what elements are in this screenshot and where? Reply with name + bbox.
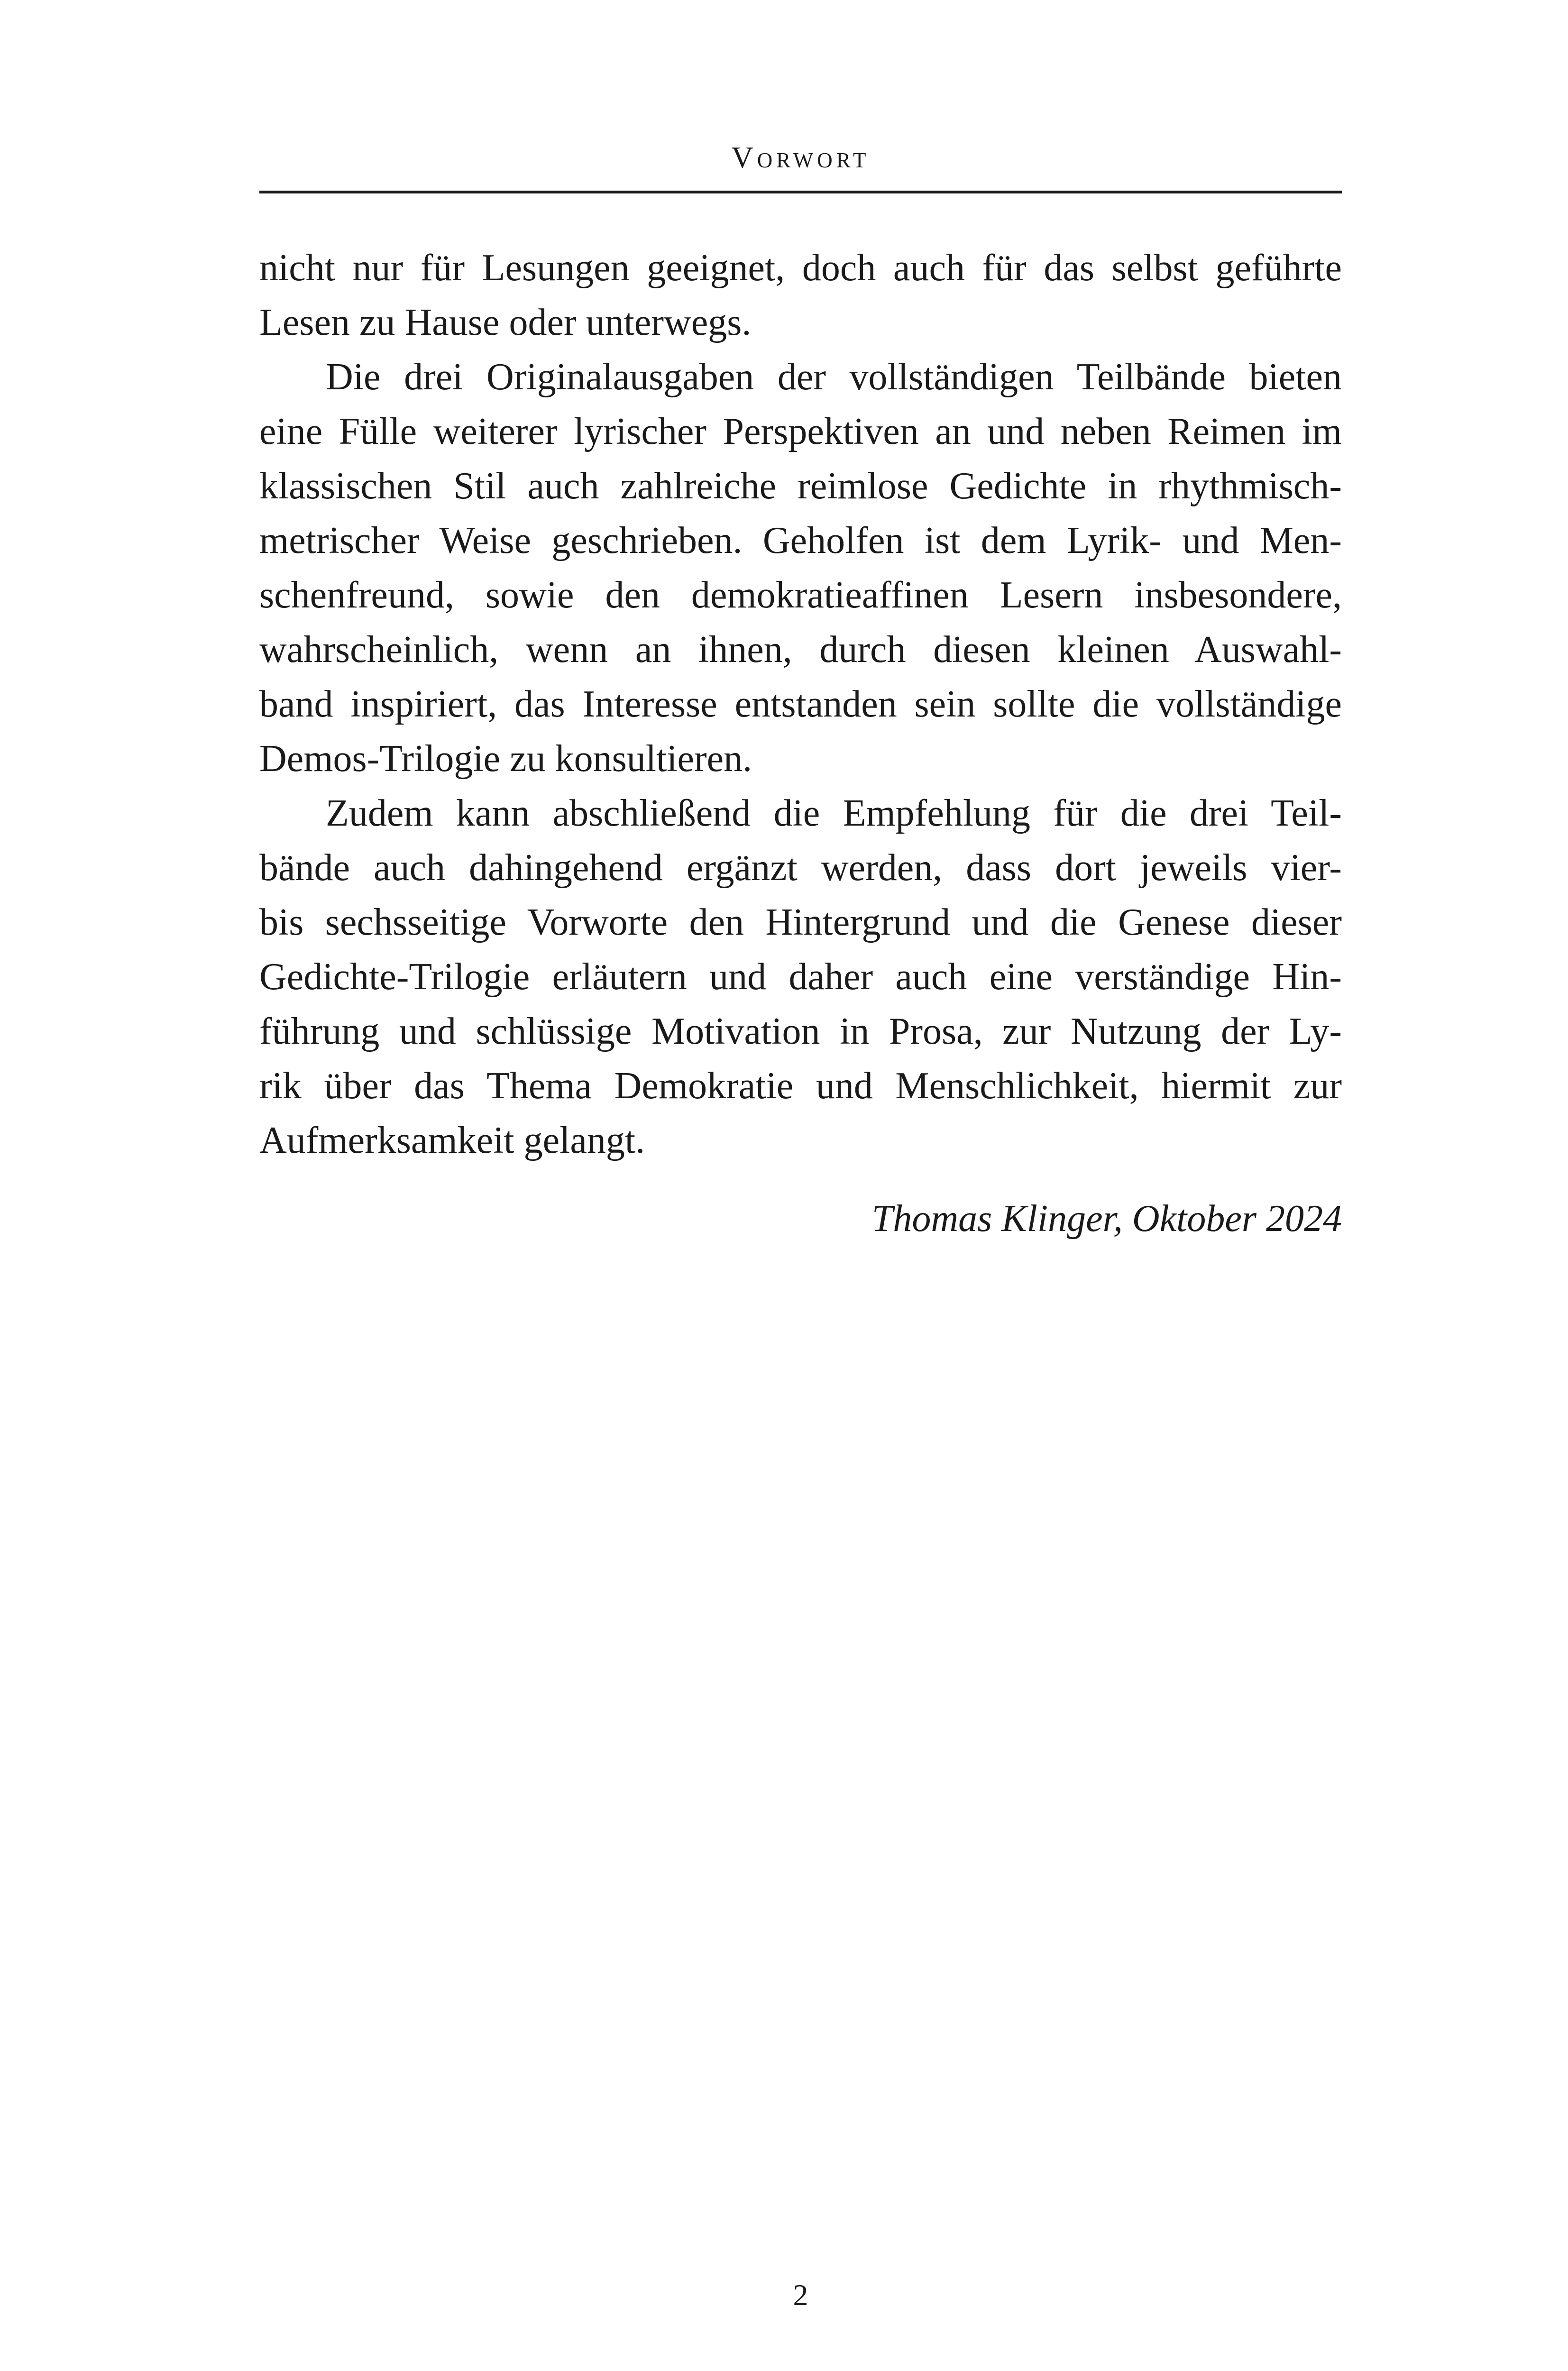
- text-line: eine Fülle weiterer lyrischer Perspektiven an und neben Reimen im: [259, 411, 1342, 452]
- paragraph-3: [259, 786, 1342, 1168]
- running-head-title: Vorwort: [731, 140, 870, 174]
- paragraph-2: [259, 350, 1342, 786]
- text-line: metrischer Weise geschrieben. Geholfen ist dem Lyrik- und Men-: [259, 520, 1342, 561]
- paragraph-1: [259, 241, 1342, 350]
- text-line: Lesen zu Hause oder unterwegs.: [259, 302, 752, 343]
- text-line: nicht nur für Lesungen geeignet, doch auch für das selbst geführte: [259, 247, 1342, 289]
- text-line: führung und schlüssige Motivation in Prosa, zur Nutzung der Ly-: [259, 1011, 1342, 1052]
- text-line: band inspiriert, das Interesse entstanden sein sollte die vollständige: [259, 683, 1342, 725]
- text-line: Gedichte-Trilogie erläutern und daher auch eine verständige Hin-: [259, 956, 1342, 998]
- text-line: Zudem kann abschließend die Empfehlung für die drei Teil-: [326, 792, 1342, 834]
- text-line: Aufmerksamkeit gelangt.: [259, 1120, 645, 1161]
- body-text: [259, 241, 1342, 1168]
- text-line: wahrscheinlich, wenn an ihnen, durch diesen kleinen Auswahl-: [259, 629, 1342, 671]
- text-line: Die drei Originalausgaben der vollständigen Teilbände bieten: [326, 356, 1342, 398]
- header-rule: [259, 191, 1342, 193]
- author-signature: Thomas Klinger, Oktober 2024: [871, 1198, 1342, 1240]
- text-line: bis sechsseitige Vorworte den Hintergrund und die Genese dieser: [259, 901, 1342, 943]
- text-line: klassischen Stil auch zahlreiche reimlose Gedichte in rhythmisch-: [259, 465, 1342, 507]
- text-line: bände auch dahingehend ergänzt werden, dass dort jeweils vier-: [259, 847, 1342, 889]
- text-line: rik über das Thema Demokratie und Menschlichkeit, hiermit zur: [259, 1065, 1342, 1107]
- text-line: Demos-Trilogie zu konsultieren.: [259, 738, 752, 780]
- page-number: 2: [793, 2278, 808, 2312]
- text-line: schenfreund, sowie den demokratieaffinen Lesern insbesondere,: [259, 574, 1342, 616]
